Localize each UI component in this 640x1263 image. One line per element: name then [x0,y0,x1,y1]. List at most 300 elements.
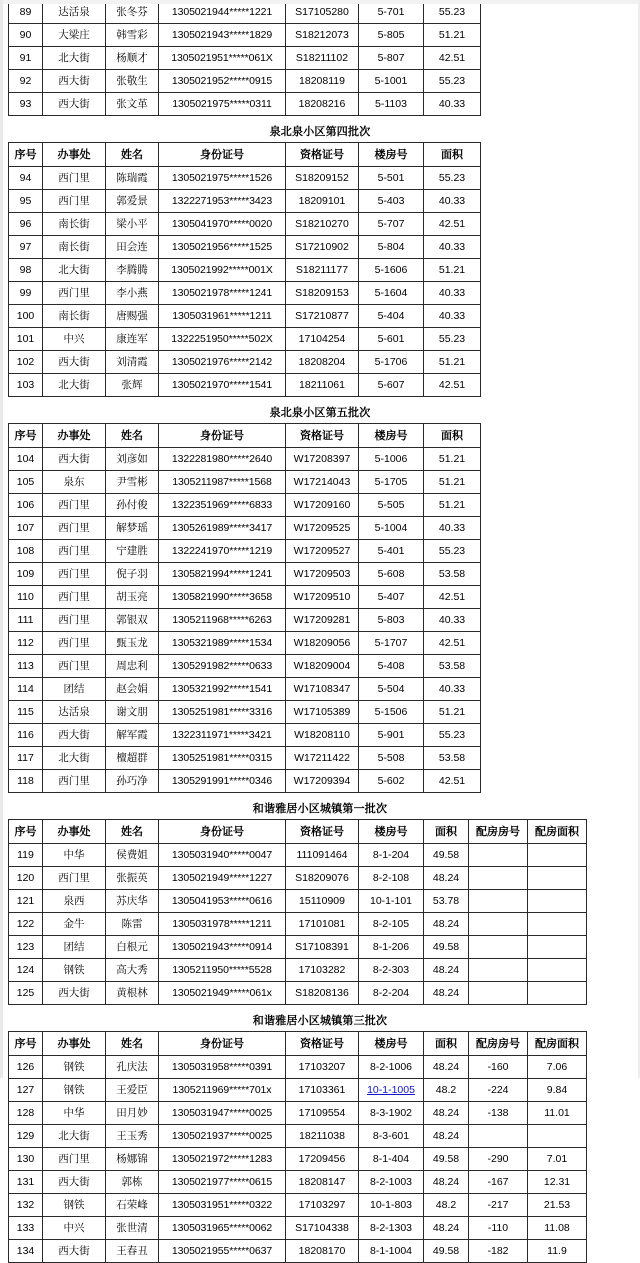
cell-extra-room-number [469,890,528,913]
cell-id-number: 1305021943*****0914 [159,936,286,959]
data-table [8,142,481,397]
cell-building-number: 5-607 [359,374,424,397]
cell-building-number: 5-501 [359,167,424,190]
cell-area: 49.58 [424,1240,469,1263]
cell-building-number: 5-408 [359,655,424,678]
cell-building-number: 5-1506 [359,701,424,724]
column-header: 面积 [424,424,481,448]
cell-id-number: 1322241970*****1219 [159,540,286,563]
cell-area: 40.33 [424,305,481,328]
cell-building-number: 5-803 [359,609,424,632]
cell-office: 西门里 [43,867,106,890]
table-wrapper [0,142,640,397]
table-section [0,122,640,397]
table-row [9,1102,587,1125]
cell-certificate-number: S18212073 [286,24,359,47]
column-header: 序号 [9,424,43,448]
cell-name: 唐赐强 [106,305,159,328]
cell-id-number: 1305021975*****1526 [159,167,286,190]
cell-office: 西门里 [43,517,106,540]
cell-certificate-number: S18211102 [286,47,359,70]
cell-id-number: 1305021951*****061X [159,47,286,70]
cell-office: 团结 [43,936,106,959]
cell-name: 陈雷 [106,913,159,936]
cell-area: 48.2 [424,1194,469,1217]
cell-office: 西门里 [43,586,106,609]
cell-extra-room-number: -217 [469,1194,528,1217]
cell-office: 泉东 [43,471,106,494]
cell-office: 西大街 [43,351,106,374]
column-header: 配房面积 [528,820,587,844]
cell-name: 杨顺才 [106,47,159,70]
cell-id-number: 1322251950*****502X [159,328,286,351]
cell-id-number: 1305021952*****0915 [159,70,286,93]
cell-id-number: 1305021944*****1221 [159,1,286,24]
cell-sequence: 110 [9,586,43,609]
cell-id-number: 1322311971*****3421 [159,724,286,747]
cell-sequence: 134 [9,1240,43,1263]
cell-sequence: 113 [9,655,43,678]
cell-area: 48.2 [424,1079,469,1102]
cell-certificate-number: W17209394 [286,770,359,793]
cell-extra-room-area [528,1125,587,1148]
cell-office: 中华 [43,1102,106,1125]
cell-extra-room-area [528,959,587,982]
cell-id-number: 1305031958*****0391 [159,1056,286,1079]
table-row [9,47,481,70]
cell-name: 高大秀 [106,959,159,982]
cell-area: 42.51 [424,632,481,655]
cell-building-number: 5-901 [359,724,424,747]
cell-extra-room-area [528,844,587,867]
cell-id-number: 1305021977*****0615 [159,1171,286,1194]
cell-id-number: 1322351969*****6833 [159,494,286,517]
cell-building-number: 5-601 [359,328,424,351]
cell-sequence: 108 [9,540,43,563]
cell-certificate-number: S18209153 [286,282,359,305]
cell-id-number: 1305031940*****0047 [159,844,286,867]
cell-building-number: 8-2-1303 [359,1217,424,1240]
cell-name: 白根元 [106,936,159,959]
cell-office: 达活泉 [43,701,106,724]
table-row [9,1079,587,1102]
cell-name: 张世清 [106,1217,159,1240]
cell-name: 苏庆华 [106,890,159,913]
cell-area: 40.33 [424,93,481,116]
column-header: 面积 [424,1032,469,1056]
section-title: 泉北泉小区第四批次 [269,126,371,138]
cell-area: 40.33 [424,609,481,632]
cell-building-number: 8-2-105 [359,913,424,936]
cell-sequence: 116 [9,724,43,747]
cell-certificate-number: 17103282 [286,959,359,982]
cell-sequence: 104 [9,448,43,471]
column-header: 配房房号 [469,820,528,844]
cell-name: 胡玉亮 [106,586,159,609]
cell-office: 钢铁 [43,1079,106,1102]
column-header: 办事处 [43,1032,106,1056]
cell-sequence: 112 [9,632,43,655]
cell-office: 钢铁 [43,1194,106,1217]
cell-certificate-number: S17108391 [286,936,359,959]
cell-name: 康连军 [106,328,159,351]
table-row [9,540,481,563]
cell-office: 北大街 [43,1125,106,1148]
cell-area: 48.24 [424,867,469,890]
cell-building-number: 5-403 [359,190,424,213]
column-header: 配房房号 [469,1032,528,1056]
cell-area: 51.21 [424,24,481,47]
cell-id-number: 1305021949*****1227 [159,867,286,890]
cell-id-number: 1305251981*****3316 [159,701,286,724]
table-header-row [9,1032,587,1056]
table-row [9,678,481,701]
cell-sequence: 106 [9,494,43,517]
cell-name: 刘彦如 [106,448,159,471]
cell-office: 钢铁 [43,1056,106,1079]
column-header: 姓名 [106,143,159,167]
cell-extra-room-number [469,1125,528,1148]
cell-office: 西门里 [43,494,106,517]
cell-building-number: 5-1706 [359,351,424,374]
cell-sequence: 119 [9,844,43,867]
cell-office: 西大街 [43,724,106,747]
cell-building-number: 5-602 [359,770,424,793]
cell-extra-room-number: -160 [469,1056,528,1079]
cell-id-number: 1305211968*****6263 [159,609,286,632]
table-row [9,867,587,890]
cell-sequence: 97 [9,236,43,259]
cell-name: 孔庆法 [106,1056,159,1079]
data-table [8,423,481,793]
cell-id-number: 1305261989*****3417 [159,517,286,540]
column-header: 楼房号 [359,143,424,167]
column-header: 办事处 [43,820,106,844]
table-row [9,770,481,793]
cell-certificate-number: 18208119 [286,70,359,93]
cell-office: 中兴 [43,328,106,351]
cell-name: 张辉 [106,374,159,397]
cell-name: 孙付俊 [106,494,159,517]
cell-sequence: 94 [9,167,43,190]
cell-certificate-number: W17209510 [286,586,359,609]
cell-office: 西门里 [43,282,106,305]
column-header: 办事处 [43,424,106,448]
cell-name: 张冬芬 [106,1,159,24]
table-row [9,517,481,540]
cell-sequence: 128 [9,1102,43,1125]
cell-certificate-number: 17103297 [286,1194,359,1217]
cell-building-number: 8-2-303 [359,959,424,982]
cell-sequence: 101 [9,328,43,351]
cell-certificate-number: 18211061 [286,374,359,397]
cell-building-number: 5-1604 [359,282,424,305]
cell-building-number: 5-401 [359,540,424,563]
table-row [9,213,481,236]
cell-area: 53.78 [424,890,469,913]
cell-id-number: 1322281980*****2640 [159,448,286,471]
table-row [9,1148,587,1171]
cell-office: 西门里 [43,563,106,586]
cell-office: 泉西 [43,890,106,913]
cell-extra-room-area [528,867,587,890]
cell-sequence: 103 [9,374,43,397]
cell-building-number: 10-1-101 [359,890,424,913]
cell-area: 51.21 [424,351,481,374]
cell-sequence: 102 [9,351,43,374]
cell-building-number: 5-804 [359,236,424,259]
column-header: 姓名 [106,820,159,844]
cell-certificate-number: W17209160 [286,494,359,517]
cell-area: 53.58 [424,655,481,678]
table-row [9,328,481,351]
column-header: 身份证号 [159,143,286,167]
cell-name: 孙巧净 [106,770,159,793]
cell-office: 中兴 [43,1217,106,1240]
cell-certificate-number: 111091464 [286,844,359,867]
cell-sequence: 90 [9,24,43,47]
cell-area: 53.58 [424,563,481,586]
table-row [9,190,481,213]
cell-sequence: 109 [9,563,43,586]
table-row [9,913,587,936]
data-table [8,0,481,116]
cell-extra-room-number [469,982,528,1005]
cell-certificate-number: 18208204 [286,351,359,374]
cell-certificate-number: S17210877 [286,305,359,328]
table-row [9,1194,587,1217]
cell-area: 49.58 [424,1148,469,1171]
page-left-edge [0,0,3,1078]
cell-extra-room-area: 12.31 [528,1171,587,1194]
cell-office: 西大街 [43,93,106,116]
cell-name: 郭爱景 [106,190,159,213]
cell-extra-room-area: 11.9 [528,1240,587,1263]
cell-building-number[interactable] [359,1079,424,1102]
table-header-row [9,820,587,844]
cell-id-number: 1305021978*****1241 [159,282,286,305]
cell-area: 55.23 [424,540,481,563]
cell-sequence: 98 [9,259,43,282]
table-row [9,448,481,471]
cell-name: 檀超群 [106,747,159,770]
table-row [9,655,481,678]
section-title: 和谐雅居小区城镇第一批次 [252,803,388,815]
cell-extra-room-number [469,867,528,890]
cell-name: 谢文朋 [106,701,159,724]
table-row [9,632,481,655]
cell-certificate-number: 18208170 [286,1240,359,1263]
cell-certificate-number: S18208136 [286,982,359,1005]
cell-sequence: 121 [9,890,43,913]
column-header: 身份证号 [159,424,286,448]
table-row [9,890,587,913]
cell-id-number: 1305041970*****0020 [159,213,286,236]
cell-name: 宁建胜 [106,540,159,563]
cell-id-number: 1305021956*****1525 [159,236,286,259]
table-row [9,609,481,632]
cell-name: 倪子羽 [106,563,159,586]
cell-certificate-number: S18211177 [286,259,359,282]
cell-office: 北大街 [43,259,106,282]
table-row [9,586,481,609]
cell-sequence: 126 [9,1056,43,1079]
cell-certificate-number: W17209503 [286,563,359,586]
cell-id-number: 1305021992*****001X [159,259,286,282]
cell-building-number: 8-3-1902 [359,1102,424,1125]
cell-certificate-number: 17101081 [286,913,359,936]
cell-office: 西大街 [43,448,106,471]
cell-extra-room-area: 11.01 [528,1102,587,1125]
table-row [9,936,587,959]
cell-sequence: 120 [9,867,43,890]
table-row [9,563,481,586]
cell-extra-room-number: -182 [469,1240,528,1263]
cell-building-number: 8-3-601 [359,1125,424,1148]
column-header: 配房面积 [528,1032,587,1056]
cell-office: 西门里 [43,655,106,678]
cell-sequence: 117 [9,747,43,770]
cell-sequence: 99 [9,282,43,305]
cell-office: 南长街 [43,213,106,236]
table-row [9,167,481,190]
cell-name: 田月妙 [106,1102,159,1125]
cell-id-number: 1305821994*****1241 [159,563,286,586]
column-header: 资格证号 [286,1032,359,1056]
cell-name: 李小燕 [106,282,159,305]
cell-certificate-number: W17214043 [286,471,359,494]
cell-name: 王爱臣 [106,1079,159,1102]
cell-area: 51.21 [424,494,481,517]
cell-certificate-number: S18210270 [286,213,359,236]
cell-id-number: 1322271953*****3423 [159,190,286,213]
building-number-link[interactable]: 10-1-1005 [367,1084,415,1096]
cell-area: 48.24 [424,1056,469,1079]
cell-name: 解军霞 [106,724,159,747]
cell-id-number: 1305211987*****1568 [159,471,286,494]
cell-certificate-number: S18209076 [286,867,359,890]
table-row [9,959,587,982]
cell-building-number: 5-407 [359,586,424,609]
cell-building-number: 8-2-108 [359,867,424,890]
cell-office: 钢铁 [43,959,106,982]
cell-area: 40.33 [424,282,481,305]
column-header: 楼房号 [359,424,424,448]
cell-office: 西大街 [43,982,106,1005]
cell-sequence: 95 [9,190,43,213]
cell-area: 42.51 [424,770,481,793]
cell-certificate-number: W17108347 [286,678,359,701]
cell-extra-room-number: -224 [469,1079,528,1102]
cell-area: 42.51 [424,213,481,236]
cell-sequence: 115 [9,701,43,724]
cell-id-number: 1305321989*****1534 [159,632,286,655]
cell-building-number: 8-2-1003 [359,1171,424,1194]
cell-area: 40.33 [424,678,481,701]
table-section [0,799,640,1005]
cell-name: 王玉秀 [106,1125,159,1148]
table-row [9,1171,587,1194]
cell-sequence: 133 [9,1217,43,1240]
cell-building-number: 5-404 [359,305,424,328]
cell-id-number: 1305021949*****061x [159,982,286,1005]
cell-area: 42.51 [424,47,481,70]
cell-area: 53.58 [424,747,481,770]
cell-area: 40.33 [424,236,481,259]
column-header: 身份证号 [159,1032,286,1056]
cell-extra-room-number [469,913,528,936]
cell-id-number: 1305321992*****1541 [159,678,286,701]
cell-building-number: 5-1001 [359,70,424,93]
cell-building-number: 8-2-204 [359,982,424,1005]
cell-sequence: 100 [9,305,43,328]
cell-building-number: 8-1-204 [359,844,424,867]
cell-office: 北大街 [43,747,106,770]
cell-id-number: 1305031965*****0062 [159,1217,286,1240]
cell-area: 40.33 [424,190,481,213]
cell-building-number: 5-1103 [359,93,424,116]
column-header: 姓名 [106,424,159,448]
cell-id-number: 1305021976*****2142 [159,351,286,374]
table-row [9,70,481,93]
table-row [9,374,481,397]
table-header-row [9,143,481,167]
cell-area: 51.21 [424,471,481,494]
cell-building-number: 5-807 [359,47,424,70]
cell-name: 张振英 [106,867,159,890]
column-header: 资格证号 [286,820,359,844]
cell-extra-room-area: 21.53 [528,1194,587,1217]
cell-name: 侯费姐 [106,844,159,867]
cell-certificate-number: S18209152 [286,167,359,190]
cell-sequence: 114 [9,678,43,701]
table-row [9,282,481,305]
cell-area: 49.58 [424,936,469,959]
cell-extra-room-area: 11.08 [528,1217,587,1240]
table-row [9,1125,587,1148]
cell-id-number: 1305821990*****3658 [159,586,286,609]
cell-area: 48.24 [424,1217,469,1240]
cell-sequence: 129 [9,1125,43,1148]
cell-office: 北大街 [43,47,106,70]
section-title: 泉北泉小区第五批次 [269,407,371,419]
cell-sequence: 131 [9,1171,43,1194]
table-section [0,1011,640,1263]
cell-building-number: 5-508 [359,747,424,770]
cell-area: 48.24 [424,1171,469,1194]
cell-area: 48.24 [424,982,469,1005]
cell-id-number: 1305021972*****1283 [159,1148,286,1171]
cell-name: 张文革 [106,93,159,116]
cell-building-number: 8-2-1006 [359,1056,424,1079]
table-row [9,93,481,116]
page-top-edge [3,0,638,4]
cell-extra-room-number: -167 [469,1171,528,1194]
cell-office: 金牛 [43,913,106,936]
column-header: 楼房号 [359,1032,424,1056]
cell-name: 王春丑 [106,1240,159,1263]
cell-extra-room-area: 7.06 [528,1056,587,1079]
cell-building-number: 10-1-803 [359,1194,424,1217]
cell-name: 黄根林 [106,982,159,1005]
table-row [9,351,481,374]
cell-building-number: 5-701 [359,1,424,24]
cell-name: 郭栋 [106,1171,159,1194]
cell-area: 55.23 [424,70,481,93]
cell-sequence: 127 [9,1079,43,1102]
cell-area: 55.23 [424,167,481,190]
cell-sequence: 107 [9,517,43,540]
